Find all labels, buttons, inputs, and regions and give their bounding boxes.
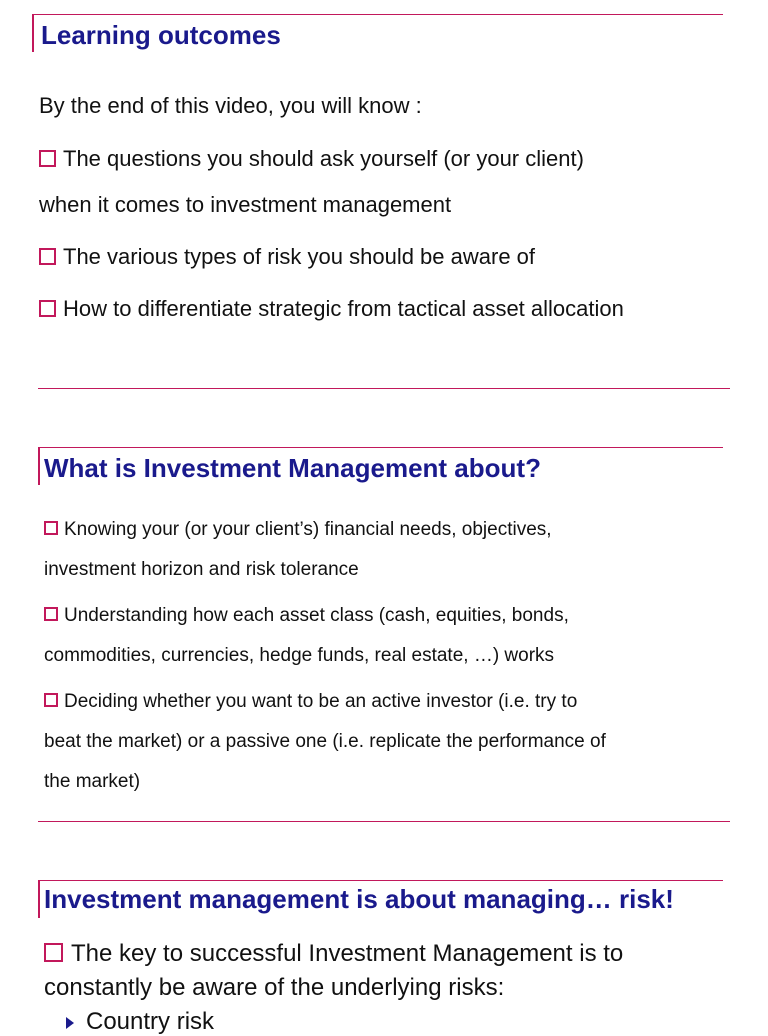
sub-bullet-text: Country risk	[86, 1008, 215, 1035]
header-bar	[38, 880, 40, 918]
bullet-item	[44, 940, 623, 968]
footer-rule	[38, 821, 730, 822]
bullet-text: How to differentiate strategic from tactical asset allocation	[63, 296, 624, 321]
bullet-text: Deciding whether you want to be an active investor (i.e. try to	[64, 691, 578, 712]
checkbox-bullet-icon	[39, 300, 56, 317]
bullet-continuation: the market)	[44, 771, 141, 792]
bullet-continuation: constantly be aware of the underlying risks:	[44, 974, 505, 1001]
checkbox-bullet-icon	[39, 150, 56, 167]
header-rule	[32, 14, 723, 15]
bullet-item	[39, 146, 584, 172]
intro-text: By the end of this video, you will know :	[39, 93, 422, 118]
bullet-text: Knowing your (or your client’s) financial needs, objectives,	[64, 519, 552, 540]
slide-title: Learning outcomes	[41, 20, 281, 50]
checkbox-bullet-icon	[39, 248, 56, 265]
bullet-continuation: beat the market) or a passive one (i.e. replicate the performance of	[44, 731, 606, 752]
checkbox-bullet-icon	[44, 521, 58, 535]
bullet-continuation: investment horizon and risk tolerance	[44, 559, 359, 580]
slide-managing-risk	[0, 866, 768, 1035]
bullet-text: The questions you should ask yourself (or your client)	[63, 146, 584, 171]
bullet-item	[44, 605, 569, 627]
header-rule	[38, 447, 723, 448]
checkbox-bullet-icon	[44, 943, 63, 962]
bullet-text: The various types of risk you should be aware of	[63, 244, 536, 269]
bullet-item	[44, 691, 577, 713]
footer-rule	[38, 388, 730, 389]
bullet-item	[44, 519, 552, 541]
slide-title: Investment management is about managing… risk!	[44, 884, 674, 914]
slide-title: What is Investment Management about?	[44, 453, 541, 483]
bullet-text: Understanding how each asset class (cash, equities, bonds,	[64, 605, 569, 626]
bullet-item	[39, 296, 624, 322]
slide-investment-management-about	[0, 433, 768, 833]
header-bar	[38, 447, 40, 485]
sub-bullet-item	[66, 1008, 214, 1036]
header-rule	[38, 880, 723, 881]
header-bar	[32, 14, 34, 52]
bullet-text: The key to successful Investment Management is to	[71, 940, 624, 967]
checkbox-bullet-icon	[44, 693, 58, 707]
checkbox-bullet-icon	[44, 607, 58, 621]
bullet-item	[39, 244, 535, 270]
bullet-continuation: commodities, currencies, hedge funds, real estate, …) works	[44, 645, 555, 666]
bullet-continuation: when it comes to investment management	[39, 192, 452, 217]
slide-learning-outcomes	[0, 0, 768, 400]
arrow-bullet-icon	[66, 1017, 74, 1029]
